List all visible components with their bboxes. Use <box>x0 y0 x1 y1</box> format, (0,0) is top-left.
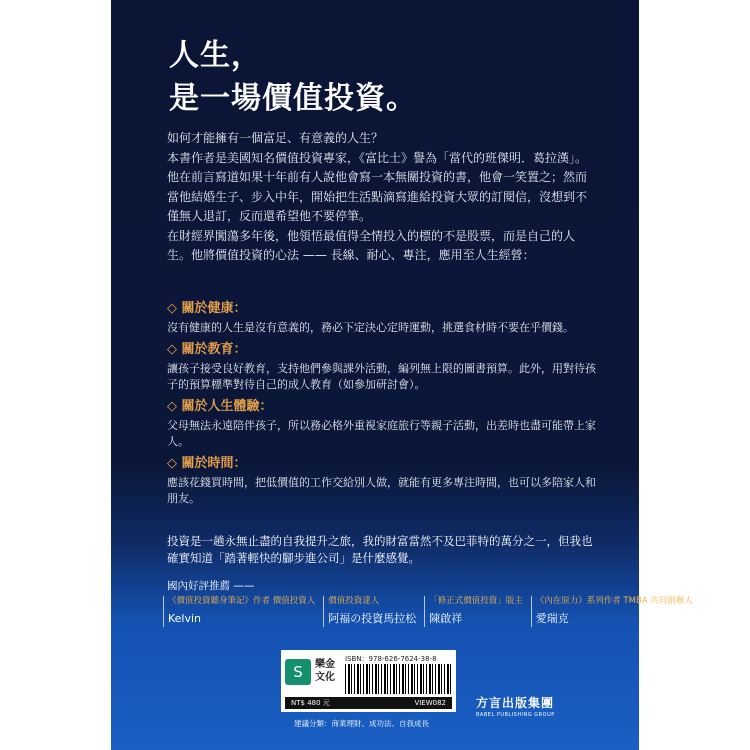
recommender-list <box>163 596 693 627</box>
section-title-education: ◇ 關於教育： <box>167 341 247 357</box>
recommender <box>424 596 523 627</box>
section-body-experience: 父母無法永遠陪伴孩子，所以務必格外重視家庭旅行等親子活動，出差時也盡可能帶上家人。 <box>167 418 596 448</box>
recommender-name: 阿福の投資馬拉松 <box>328 612 417 625</box>
intro-paragraph: 在財經界闖蕩多年後，他領悟最值得全情投入的標的不是股票，而是自己的人生。他將價值投資的心法 —— 長線、耐心、專注，應用至人生經營： <box>167 228 576 262</box>
price-strip <box>285 697 452 709</box>
publisher-logo <box>476 694 555 718</box>
recommender-title: 「修正式價值投資」版主 <box>429 596 523 606</box>
section-body-time: 應該花錢買時間，把低價值的工作交給別人做，就能有更多專注時間，也可以多陪家人和朋友。 <box>167 475 596 505</box>
section-body-health: 沒有健康的人生是沒有意義的，務必下定決心定時運動，挑選食材時不要在乎價錢。 <box>167 321 574 334</box>
barcode-icon <box>345 664 451 694</box>
barcode-panel <box>281 650 456 712</box>
intro-paragraph: 他在前言寫道如果十年前有人說他會寫一本無關投資的書，他會一笑置之；然而當他結婚生子、步入中年，開始把生活點滴寫進給投資大眾的訂閱信，沒想到不僅無人退訂，反而還希望他不要停筆。 <box>167 170 588 223</box>
headline-line-1: 人生， <box>169 38 262 73</box>
section-body-education: 讓孩子接受良好教育，支持他們參與課外活動，編列無上限的圖書預算。此外，用對待孩子的預算標準對待自己的成人教育（如參加研討會）。 <box>167 361 596 391</box>
headline <box>169 34 417 120</box>
recommend-heading: 國內好評推薦 —— <box>167 580 255 592</box>
recommender-title: 價值投資達人 <box>328 596 380 606</box>
isbn: ISBN：978-626-7624-38-8 <box>345 655 437 663</box>
headline-line-2: 是一場價值投資。 <box>169 81 417 116</box>
intro-paragraph: 如何才能擁有一個富足、有意義的人生？ <box>167 131 384 145</box>
section-title-time: ◇ 關於時間： <box>167 455 247 471</box>
imprint-name: 樂金 文化 <box>315 659 335 683</box>
recommender-title: 《內在原力》系列作者 TMBA 共同創辦人 <box>535 596 693 606</box>
recommender-name: 陳啟祥 <box>429 612 463 625</box>
author-quote: 投資是一趟永無止盡的自我提升之旅，我的財富當然不及巴菲特的萬分之一，但我也確實知道「踏著輕快的腳步進公司」是什麼感覺。 <box>167 534 593 565</box>
section-title-experience: ◇ 關於人生體驗： <box>167 398 273 414</box>
topic-sections <box>167 298 597 510</box>
publisher-name-en: BABEL PUBLISHING GROUP <box>476 712 555 718</box>
publisher-name-cn: 方言出版集團 <box>476 696 555 710</box>
intro-text <box>167 129 597 266</box>
recommender-name: 愛瑞克 <box>535 612 569 625</box>
intro-paragraph: 本書作者是美國知名價值投資專家，《富比士》譽為「當代的班傑明．葛拉漢」。 <box>167 150 588 165</box>
recommender <box>163 596 315 627</box>
recommender <box>531 596 693 627</box>
book-back-cover <box>111 0 693 750</box>
product-code: VIEW082 <box>414 699 446 707</box>
classification: 建議分類：商業理財、成功法、自我成長 <box>294 719 429 728</box>
price: NT$ 480 元 <box>291 699 330 707</box>
recommender <box>323 596 416 627</box>
imprint-logo-icon: S <box>285 659 311 685</box>
section-title-health: ◇ 關於健康： <box>167 301 247 316</box>
recommender-title: 《價值投資聽身筆記》作者 價值投資人 <box>168 596 316 606</box>
recommender-name: Kelvin <box>168 612 202 625</box>
